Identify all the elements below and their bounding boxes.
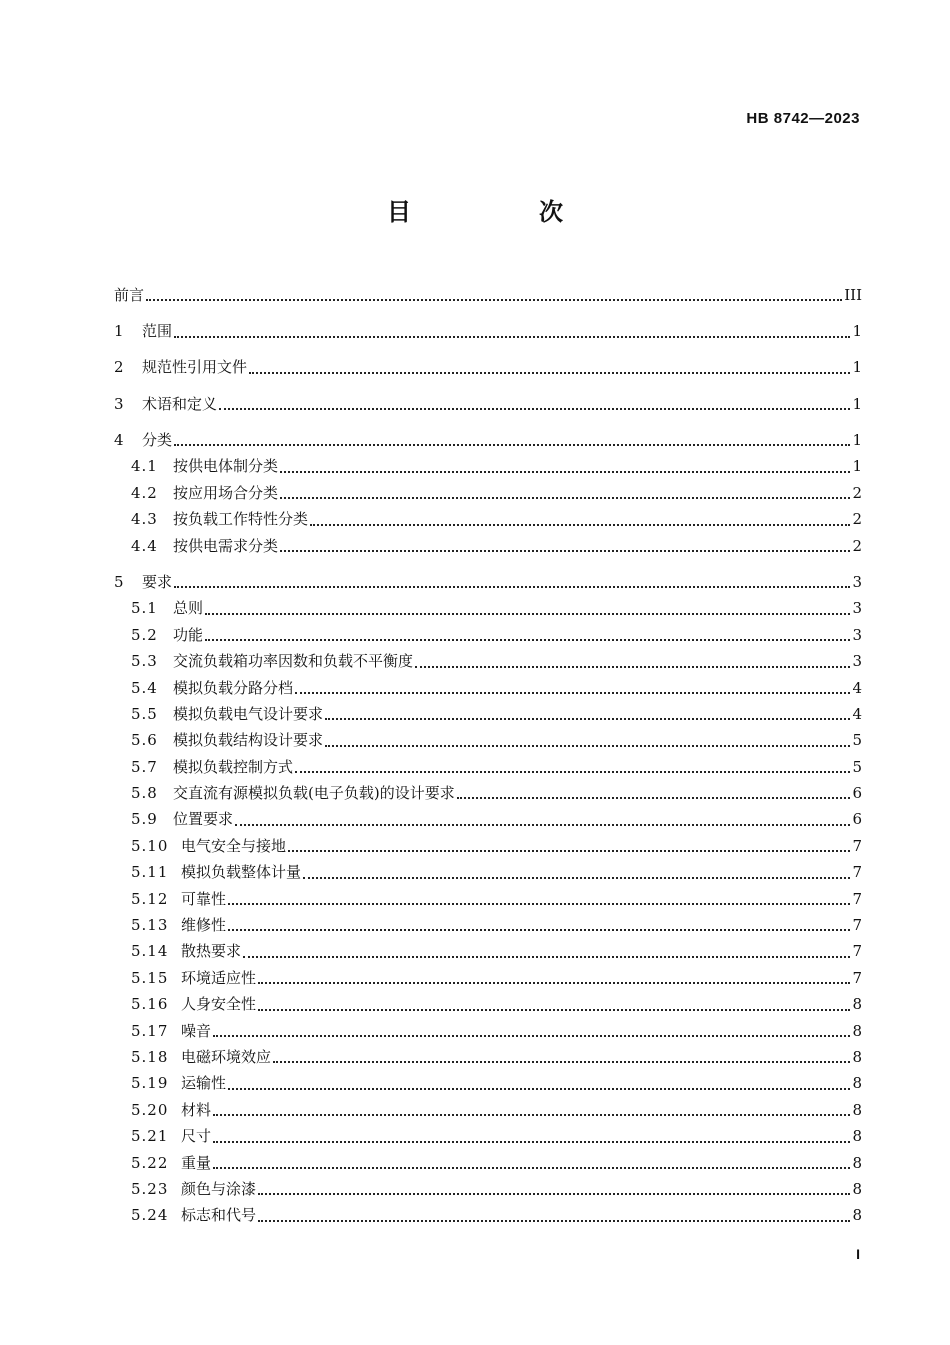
toc-entry-page: 8 — [852, 1074, 862, 1093]
toc-entry[interactable] — [114, 938, 862, 964]
toc-leader-dots — [295, 771, 850, 773]
toc-leader-dots — [288, 850, 850, 852]
toc-entry-label: 颜色与涂漆 — [181, 1179, 257, 1198]
toc-entry[interactable] — [114, 1150, 862, 1176]
toc-entry[interactable] — [114, 833, 862, 859]
toc-leader-dots — [228, 1088, 850, 1090]
toc-leader-dots — [243, 956, 850, 958]
toc-entry[interactable] — [114, 272, 862, 308]
toc-entry-number: 2 — [114, 358, 124, 377]
toc-entry[interactable] — [114, 1097, 862, 1123]
toc-entry-label: 位置要求 — [173, 810, 234, 829]
toc-entry-page: 7 — [852, 916, 862, 935]
toc-entry-page: 6 — [852, 810, 862, 829]
toc-entry-page: 4 — [852, 678, 862, 697]
toc-entry-label: 交直流有源模拟负载(电子负载)的设计要求 — [173, 784, 455, 803]
toc-entry-label: 总则 — [173, 599, 204, 618]
toc-entry-page: 5 — [852, 757, 862, 776]
toc-entry-label: 标志和代号 — [181, 1206, 257, 1225]
toc-entry-label: 环境适应性 — [181, 968, 257, 987]
toc-leader-dots — [174, 336, 850, 338]
table-of-contents — [114, 272, 862, 1229]
toc-entry-number: 5.17 — [131, 1021, 169, 1040]
toc-entry[interactable] — [114, 381, 862, 417]
toc-entry-number: 1 — [114, 322, 124, 341]
toc-entry[interactable] — [114, 1044, 862, 1070]
toc-entry-page: 2 — [852, 536, 862, 555]
standard-code: HB 8742—2023 — [746, 110, 860, 127]
toc-entry-number: 3 — [114, 394, 124, 413]
toc-entry-page: 3 — [852, 599, 862, 618]
toc-leader-dots — [457, 797, 851, 799]
toc-entry-label: 交流负载箱功率因数和负载不平衡度 — [173, 652, 414, 671]
toc-entry[interactable] — [114, 780, 862, 806]
toc-entry-label: 按供电体制分类 — [173, 457, 279, 476]
toc-entry-number: 5.15 — [131, 968, 169, 987]
toc-leader-dots — [310, 524, 850, 526]
toc-leader-dots — [280, 471, 850, 473]
toc-leader-dots — [205, 639, 850, 641]
toc-entry-number: 5.19 — [131, 1074, 169, 1093]
toc-entry-number: 5.1 — [131, 599, 158, 618]
toc-entry[interactable] — [114, 965, 862, 991]
toc-entry[interactable] — [114, 859, 862, 885]
toc-entry-number: 4.4 — [131, 536, 158, 555]
page-number: I — [856, 1246, 860, 1262]
toc-entry-number: 5.7 — [131, 757, 158, 776]
toc-entry-number: 5.23 — [131, 1179, 169, 1198]
toc-entry-page: 1 — [852, 358, 862, 377]
toc-entry-page: 8 — [852, 1021, 862, 1040]
toc-entry-number: 5.22 — [131, 1153, 169, 1172]
toc-leader-dots — [280, 550, 850, 552]
toc-entry-page: 8 — [852, 995, 862, 1014]
toc-entry-number: 5.2 — [131, 625, 158, 644]
toc-entry[interactable] — [114, 506, 862, 532]
toc-entry-label: 范围 — [142, 322, 173, 341]
toc-entry-label: 可靠性 — [181, 889, 227, 908]
toc-entry-page: 1 — [852, 457, 862, 476]
toc-entry-page: 1 — [852, 394, 862, 413]
toc-leader-dots — [303, 877, 850, 879]
toc-entry-label: 按应用场合分类 — [173, 483, 279, 502]
toc-entry-number: 5.16 — [131, 995, 169, 1014]
toc-entry[interactable] — [114, 754, 862, 780]
toc-entry[interactable] — [114, 648, 862, 674]
toc-entry-page: 6 — [852, 784, 862, 803]
toc-entry-page: 3 — [852, 572, 862, 591]
toc-entry-page: 7 — [852, 836, 862, 855]
toc-entry[interactable] — [114, 991, 862, 1017]
toc-entry[interactable] — [114, 701, 862, 727]
toc-entry[interactable] — [114, 559, 862, 595]
toc-entry-number: 5.18 — [131, 1047, 169, 1066]
toc-entry[interactable] — [114, 1176, 862, 1202]
toc-entry-label: 要求 — [142, 572, 173, 591]
toc-entry-page: 8 — [852, 1206, 862, 1225]
toc-entry-number: 5.13 — [131, 916, 169, 935]
toc-entry-label: 尺寸 — [181, 1127, 212, 1146]
toc-entry-number: 5.5 — [131, 704, 158, 723]
toc-entry[interactable] — [114, 1070, 862, 1096]
toc-entry-page: 1 — [852, 431, 862, 450]
toc-entry[interactable] — [114, 622, 862, 648]
toc-entry-page: 8 — [852, 1047, 862, 1066]
toc-entry-page: 7 — [852, 968, 862, 987]
toc-entry-label: 规范性引用文件 — [142, 358, 248, 377]
toc-entry-page: 2 — [852, 483, 862, 502]
toc-leader-dots — [258, 1193, 850, 1195]
toc-entry-label: 模拟负载结构设计要求 — [173, 731, 324, 750]
toc-entry-label: 人身安全性 — [181, 995, 257, 1014]
toc-leader-dots — [325, 718, 850, 720]
toc-entry-number: 4.1 — [131, 457, 158, 476]
toc-leader-dots — [235, 824, 850, 826]
toc-title: 目 次 — [387, 198, 615, 226]
toc-entry-page: 8 — [852, 1100, 862, 1119]
toc-entry-page: 7 — [852, 863, 862, 882]
toc-entry-label: 重量 — [181, 1153, 212, 1172]
toc-leader-dots — [205, 613, 850, 615]
toc-entry-number: 4.2 — [131, 483, 158, 502]
toc-entry-page: III — [844, 285, 862, 304]
toc-entry-label: 模拟负载控制方式 — [173, 757, 294, 776]
toc-leader-dots — [249, 372, 850, 374]
toc-entry-label: 术语和定义 — [142, 394, 218, 413]
toc-entry-number: 5.12 — [131, 889, 169, 908]
toc-entry-page: 7 — [852, 942, 862, 961]
toc-entry-page: 8 — [852, 1179, 862, 1198]
toc-entry-number: 5.3 — [131, 652, 158, 671]
toc-entry-number: 5.9 — [131, 810, 158, 829]
toc-entry-label: 模拟负载整体计量 — [181, 863, 302, 882]
toc-entry[interactable] — [114, 533, 862, 559]
toc-entry-page: 4 — [852, 704, 862, 723]
toc-entry-number: 5.6 — [131, 731, 158, 750]
toc-leader-dots — [273, 1061, 850, 1063]
toc-entry-label: 材料 — [181, 1100, 212, 1119]
toc-entry[interactable] — [114, 1202, 862, 1228]
toc-entry-label: 噪音 — [181, 1021, 212, 1040]
toc-entry[interactable] — [114, 417, 862, 453]
toc-entry[interactable] — [114, 912, 862, 938]
toc-entry[interactable] — [114, 1123, 862, 1149]
toc-entry-label: 分类 — [142, 431, 173, 450]
toc-entry-number: 4.3 — [131, 510, 158, 529]
toc-entry-page: 5 — [852, 731, 862, 750]
toc-leader-dots — [146, 299, 842, 301]
toc-entry-label: 按负载工作特性分类 — [173, 510, 309, 529]
toc-entry[interactable] — [114, 453, 862, 479]
toc-entry-number: 4 — [114, 431, 124, 450]
toc-leader-dots — [258, 1009, 850, 1011]
toc-entry[interactable] — [114, 675, 862, 701]
toc-entry-label: 模拟负载分路分档 — [173, 678, 294, 697]
toc-entry-number: 5.11 — [131, 863, 169, 882]
toc-leader-dots — [174, 586, 850, 588]
toc-entry-label: 散热要求 — [181, 942, 242, 961]
toc-entry-number: 5.21 — [131, 1127, 169, 1146]
toc-leader-dots — [258, 982, 850, 984]
toc-entry[interactable] — [114, 727, 862, 753]
toc-entry-label: 前言 — [114, 285, 145, 304]
toc-leader-dots — [213, 1141, 850, 1143]
toc-leader-dots — [228, 929, 850, 931]
toc-entry-page: 3 — [852, 652, 862, 671]
toc-entry-number: 5.4 — [131, 678, 158, 697]
toc-leader-dots — [213, 1035, 850, 1037]
toc-entry-label: 按供电需求分类 — [173, 536, 279, 555]
toc-entry-page: 2 — [852, 510, 862, 529]
toc-leader-dots — [219, 408, 850, 410]
toc-leader-dots — [174, 444, 850, 446]
toc-entry[interactable] — [114, 595, 862, 621]
toc-entry-page: 1 — [852, 322, 862, 341]
toc-entry-page: 8 — [852, 1127, 862, 1146]
toc-entry[interactable] — [114, 1018, 862, 1044]
toc-entry-label: 维修性 — [181, 916, 227, 935]
toc-entry-number: 5.8 — [131, 784, 158, 803]
toc-entry-label: 电磁环境效应 — [181, 1047, 272, 1066]
toc-leader-dots — [415, 666, 850, 668]
toc-entry[interactable] — [114, 480, 862, 506]
toc-leader-dots — [280, 497, 850, 499]
toc-entry[interactable] — [114, 806, 862, 832]
toc-leader-dots — [213, 1114, 850, 1116]
toc-entry[interactable] — [114, 308, 862, 344]
toc-entry-page: 7 — [852, 889, 862, 908]
toc-entry-label: 运输性 — [181, 1074, 227, 1093]
toc-entry-page: 8 — [852, 1153, 862, 1172]
toc-entry[interactable] — [114, 345, 862, 381]
toc-entry[interactable] — [114, 886, 862, 912]
toc-leader-dots — [258, 1220, 850, 1222]
toc-entry-label: 电气安全与接地 — [181, 836, 287, 855]
toc-entry-label: 功能 — [173, 625, 204, 644]
toc-entry-number: 5 — [114, 572, 124, 591]
toc-leader-dots — [228, 903, 850, 905]
toc-entry-number: 5.14 — [131, 942, 169, 961]
toc-leader-dots — [213, 1167, 850, 1169]
toc-leader-dots — [325, 745, 850, 747]
toc-entry-number: 5.20 — [131, 1100, 169, 1119]
toc-entry-page: 3 — [852, 625, 862, 644]
toc-leader-dots — [295, 692, 850, 694]
toc-entry-number: 5.10 — [131, 836, 169, 855]
toc-entry-label: 模拟负载电气设计要求 — [173, 704, 324, 723]
toc-entry-number: 5.24 — [131, 1206, 169, 1225]
